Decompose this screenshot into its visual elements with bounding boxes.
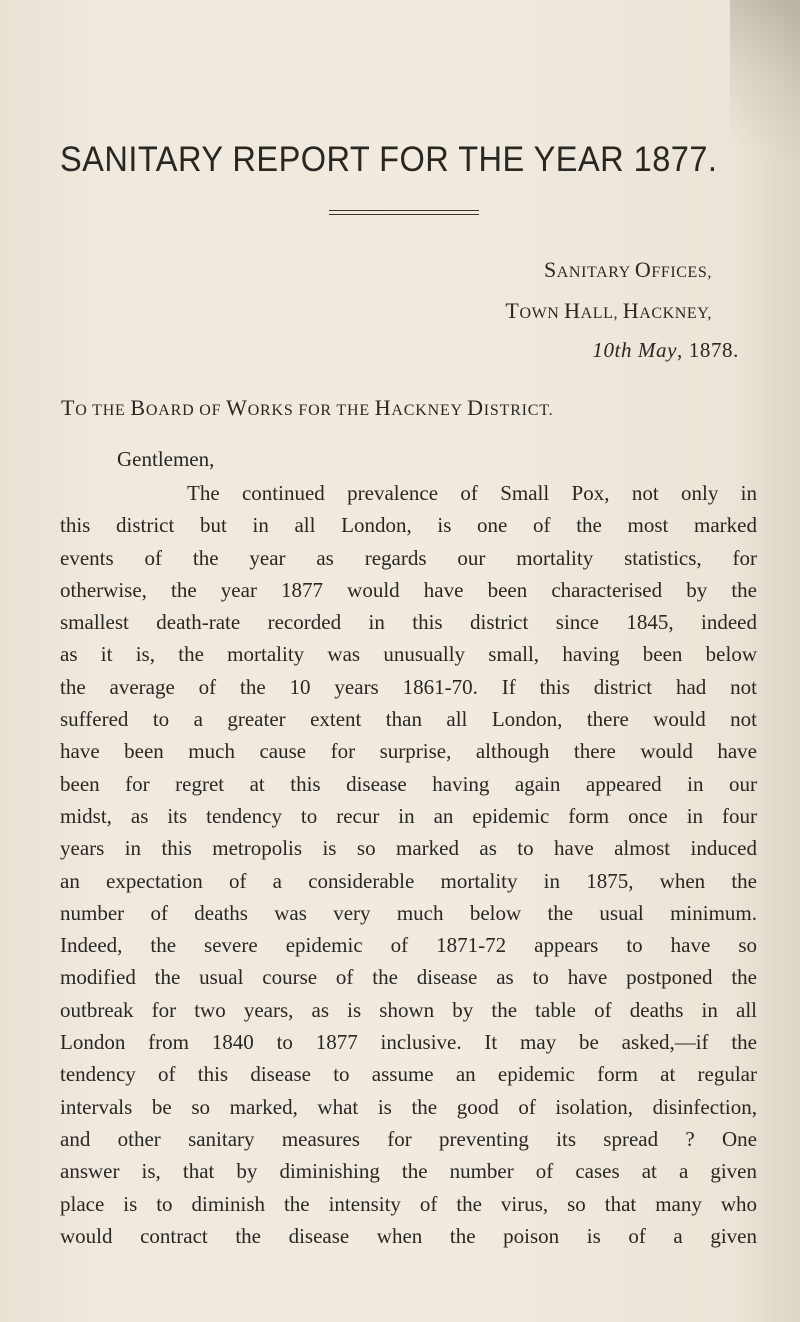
title-rule-bottom bbox=[329, 214, 479, 215]
body-line: would contract the disease when the poison is of a given bbox=[60, 1223, 757, 1248]
body-line: an expectation of a considerable mortality in 1875, when the bbox=[60, 868, 757, 893]
body-line: this district but in all London, is one of the most marked bbox=[60, 513, 757, 538]
addressee-line: TO THE BOARD OF WORKS FOR THE HACKNEY DISTRICT. bbox=[61, 395, 554, 420]
body-line: as it is, the mortality was unusually small, having been below bbox=[60, 642, 757, 667]
body-line: London from 1840 to 1877 inclusive. It may be asked,—if the bbox=[60, 1030, 757, 1055]
title-rule-top bbox=[329, 210, 479, 211]
page-edge-shadow bbox=[730, 0, 800, 200]
body-line: smallest death-rate recorded in this district since 1845, indeed bbox=[60, 610, 757, 635]
body-line: answer is, that by diminishing the number of cases at a given bbox=[60, 1159, 757, 1184]
body-line: the average of the 10 years 1861-70. If this district had not bbox=[60, 674, 757, 699]
body-line: years in this metropolis is so marked as to have almost induced bbox=[60, 836, 757, 861]
body-line: tendency of this disease to assume an epidemic form at regular bbox=[60, 1062, 757, 1087]
report-title: SANITARY REPORT FOR THE YEAR 1877. bbox=[60, 140, 718, 179]
body-line: otherwise, the year 1877 would have been characterised by the bbox=[60, 577, 757, 602]
body-line: have been much cause for surprise, although there would have bbox=[60, 739, 757, 764]
body-line: outbreak for two years, as is shown by the table of deaths in all bbox=[60, 997, 757, 1022]
body-line: been for regret at this disease having again appeared in our bbox=[60, 771, 757, 796]
address-date: 10th May, 1878. bbox=[592, 338, 739, 362]
body-line: midst, as its tendency to recur in an epidemic form once in four bbox=[60, 803, 757, 828]
address-line-offices: SANITARY OFFICES, bbox=[543, 257, 712, 282]
body-line: number of deaths was very much below the usual minimum. bbox=[60, 900, 757, 925]
body-line: suffered to a greater extent than all London, there would not bbox=[60, 707, 757, 732]
body-line: Indeed, the severe epidemic of 1871-72 appears to have so bbox=[60, 933, 757, 958]
body-line: and other sanitary measures for preventing its spread ? One bbox=[60, 1126, 757, 1151]
salutation: Gentlemen, bbox=[117, 447, 215, 471]
body-line: The continued prevalence of Small Pox, not only in bbox=[187, 481, 757, 505]
address-line-town-hall: TOWN HALL, HACKNEY, bbox=[505, 298, 712, 323]
body-line: events of the year as regards our mortality statistics, for bbox=[60, 545, 757, 570]
body-line: place is to diminish the intensity of the virus, so that many who bbox=[60, 1191, 757, 1216]
body-line: modified the usual course of the disease as to have postponed the bbox=[60, 965, 757, 990]
body-paragraph bbox=[60, 477, 757, 1252]
body-line: intervals be so marked, what is the good of isolation, disinfection, bbox=[60, 1094, 757, 1119]
